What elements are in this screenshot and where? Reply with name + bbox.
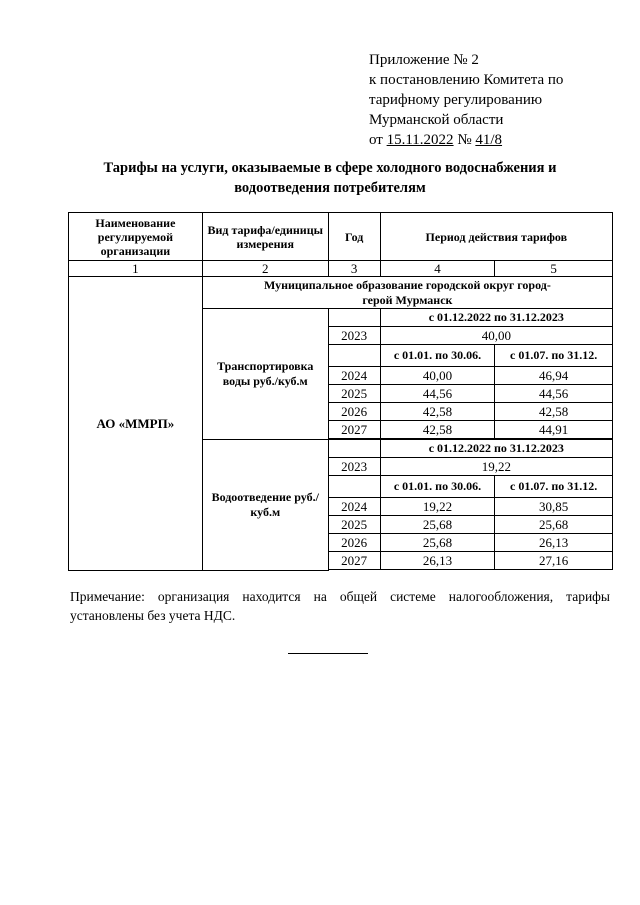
drainage-first-period: с 01.12.2022 по 31.12.2023 [380, 440, 612, 458]
transport-empty-year-2 [328, 345, 380, 367]
transport-h2-value: 44,56 [495, 385, 613, 403]
title-line-1: Тарифы на услуги, оказываемые в сфере холодного водоснабжения и [103, 160, 557, 176]
closing-rule [288, 653, 368, 654]
transport-year: 2024 [328, 367, 380, 385]
transport-h1-value: 40,00 [380, 367, 495, 385]
title-line-2: водоотведения потребителям [234, 180, 426, 196]
drainage-year: 2025 [328, 516, 380, 534]
transport-year-2023: 2023 [328, 327, 380, 345]
drainage-year: 2026 [328, 534, 380, 552]
drainage-half-2: с 01.07. по 31.12. [495, 476, 613, 498]
footnote: Примечание: организация находится на общей системе налогообложения, тарифы установлены без учета НДС. [70, 589, 610, 623]
transport-year: 2027 [328, 421, 380, 439]
col-number-5: 5 [495, 261, 613, 277]
transport-h2-value: 42,58 [495, 403, 613, 421]
transport-h2-value: 46,94 [495, 367, 613, 385]
drainage-value-2023: 19,22 [380, 458, 612, 476]
drainage-empty-year-2 [328, 476, 380, 498]
header-year: Год [328, 213, 380, 261]
drainage-h2-value: 27,16 [495, 552, 613, 570]
drainage-tariff-type: Водоотведение руб./куб.м [202, 440, 328, 571]
appendix-line-1: Приложение № 2 [369, 52, 479, 68]
tariff-table [68, 212, 613, 571]
transport-half-1: с 01.01. по 30.06. [380, 345, 495, 367]
municipality-name: Муниципальное образование городской округ город-герой Мурманск [202, 277, 612, 309]
drainage-h1-value: 25,68 [380, 516, 495, 534]
resolution-number: 41/8 [475, 132, 503, 148]
appendix-line-2: к постановлению Комитета по [369, 72, 564, 88]
date-prefix: от [369, 132, 383, 148]
header-row [69, 213, 613, 261]
appendix-block [369, 50, 563, 150]
drainage-h2-value: 26,13 [495, 534, 613, 552]
col-number-3: 3 [328, 261, 380, 277]
drainage-year-2023: 2023 [328, 458, 380, 476]
transport-h1-value: 42,58 [380, 421, 495, 439]
organization-name: АО «ММРП» [69, 277, 203, 571]
spacer-cell [328, 570, 612, 571]
col-number-4: 4 [380, 261, 495, 277]
resolution-date: 15.11.2022 [386, 132, 454, 148]
transport-h1-value: 42,58 [380, 403, 495, 421]
transport-empty-year [328, 309, 380, 327]
municipality-row [69, 277, 613, 309]
transport-year: 2025 [328, 385, 380, 403]
header-period: Период действия тарифов [380, 213, 612, 261]
col-number-1: 1 [69, 261, 203, 277]
drainage-h1-value: 19,22 [380, 498, 495, 516]
transport-year: 2026 [328, 403, 380, 421]
drainage-h2-value: 25,68 [495, 516, 613, 534]
transport-value-2023: 40,00 [380, 327, 612, 345]
drainage-h1-value: 25,68 [380, 534, 495, 552]
document-title [60, 158, 600, 198]
appendix-line-3: тарифному регулированию [369, 92, 543, 108]
number-prefix: № [457, 132, 472, 148]
drainage-half-1: с 01.01. по 30.06. [380, 476, 495, 498]
transport-half-2: с 01.07. по 31.12. [495, 345, 613, 367]
transport-h1-value: 44,56 [380, 385, 495, 403]
drainage-year: 2027 [328, 552, 380, 570]
drainage-year: 2024 [328, 498, 380, 516]
header-org: Наименование регулируемой организации [69, 213, 203, 261]
appendix-line-4: Мурманской области [369, 112, 504, 128]
transport-first-period: с 01.12.2022 по 31.12.2023 [380, 309, 612, 327]
transport-tariff-type: Транспортировка воды руб./куб.м [202, 309, 328, 440]
drainage-h2-value: 30,85 [495, 498, 613, 516]
header-type: Вид тарифа/единицы измерения [202, 213, 328, 261]
col-number-2: 2 [202, 261, 328, 277]
appendix-date-line [369, 130, 563, 150]
transport-h2-value: 44,91 [495, 421, 613, 439]
drainage-empty-year [328, 440, 380, 458]
column-number-row [69, 261, 613, 277]
drainage-h1-value: 26,13 [380, 552, 495, 570]
